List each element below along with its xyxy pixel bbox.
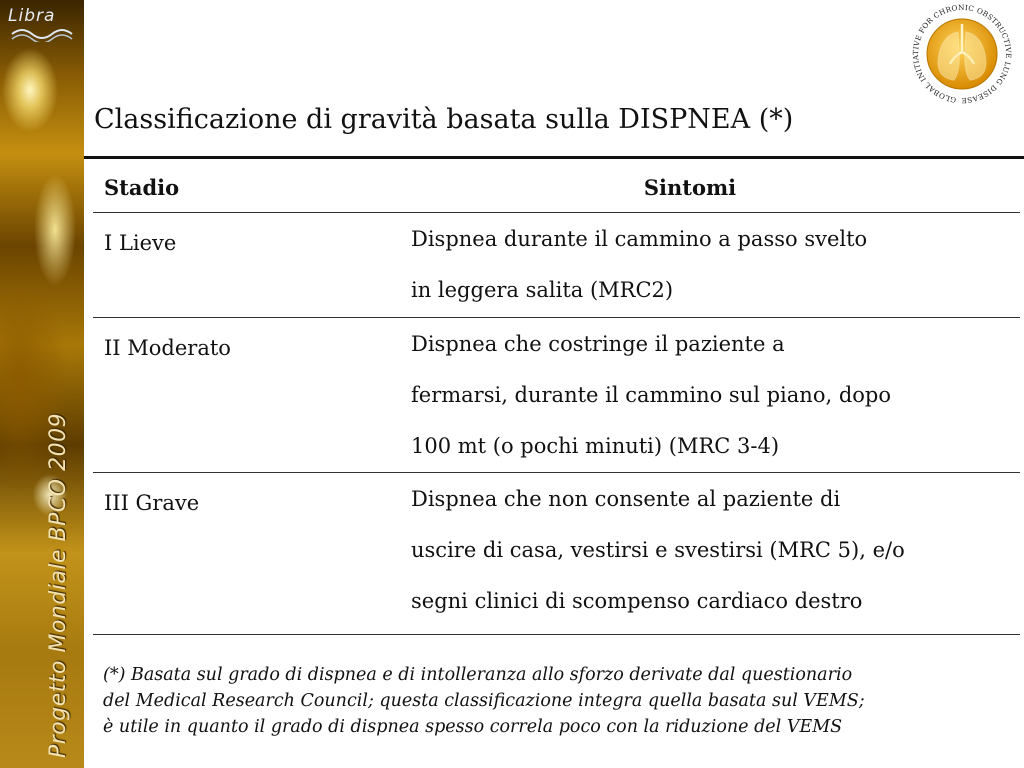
- footnote-line: del Medical Research Council; questa classificazione integra quella basata sul VEMS;: [103, 691, 865, 711]
- table-row: [93, 318, 1020, 473]
- sintomi-line: in leggera salita (MRC2): [411, 278, 674, 302]
- libra-logo: Libra: [8, 6, 56, 26]
- title-divider: [84, 156, 1024, 159]
- sintomi-line: Dispnea che non consente al paziente di: [411, 487, 841, 511]
- sintomi-cell: [400, 318, 1020, 473]
- header-stadio: Stadio: [104, 174, 180, 200]
- table-row: [93, 213, 1020, 318]
- sintomi-line: uscire di casa, vestirsi e svestirsi (MRC 5), e/o: [411, 538, 905, 562]
- footnote: [103, 662, 1003, 740]
- table-header-row: [93, 162, 1020, 213]
- footnote-line: (*) Basata sul grado di dispnea e di intolleranza allo sforzo derivate dal questionario: [103, 665, 853, 685]
- table-row: [93, 473, 1020, 635]
- page-title: Classificazione di gravità basata sulla DISPNEA (*): [94, 104, 794, 135]
- stadio-cell: III Grave: [104, 491, 200, 515]
- decorative-side-strip: [0, 0, 84, 768]
- sintomi-line: fermarsi, durante il cammino sul piano, dopo: [411, 383, 891, 407]
- sintomi-line: Dispnea che costringe il paziente a: [411, 332, 785, 356]
- sintomi-line: Dispnea durante il cammino a passo svelto: [411, 227, 868, 251]
- severity-table: [93, 162, 1020, 635]
- footnote-line: è utile in quanto il grado di dispnea spesso correla poco con la riduzione del VEMS: [103, 717, 843, 737]
- gold-logo-ring-text: GLOBAL INITIATIVE FOR CHRONIC OBSTRUCTIVE LUNG DISEASE: [910, 2, 1014, 106]
- stadio-cell: I Lieve: [104, 231, 177, 255]
- libra-wave-icon: [10, 26, 80, 42]
- sintomi-cell: [400, 213, 1020, 318]
- sintomi-line: 100 mt (o pochi minuti) (MRC 3-4): [411, 434, 780, 458]
- sintomi-cell: [400, 473, 1020, 635]
- project-vertical-label: Progetto Mondiale BPCO 2009: [46, 412, 71, 758]
- sintomi-line: segni clinici di scompenso cardiaco destro: [411, 589, 863, 613]
- header-sintomi: Sintomi: [643, 174, 737, 200]
- stadio-cell: II Moderato: [104, 336, 231, 360]
- gold-initiative-logo: [906, 2, 1018, 106]
